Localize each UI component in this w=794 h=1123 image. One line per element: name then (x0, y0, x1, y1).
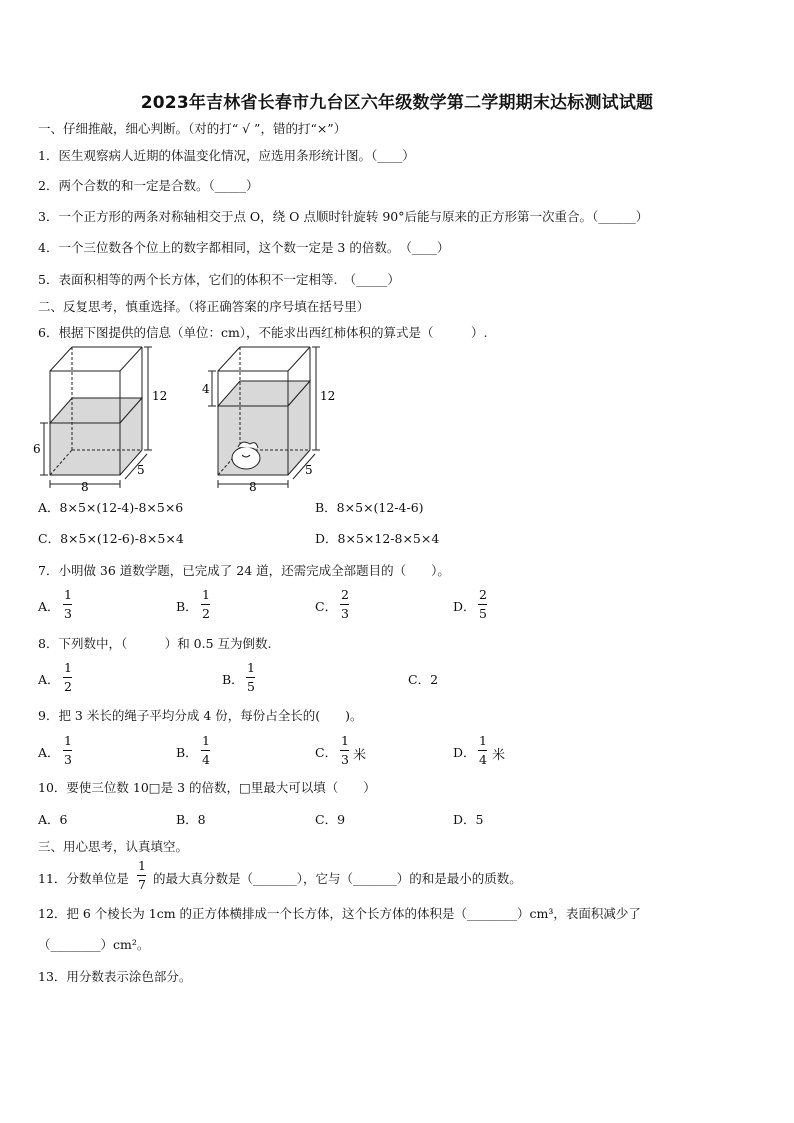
q10-option-c: C．9 (315, 812, 346, 827)
question-12-line-1: 12．把 6 个棱长为 1cm 的正方体横排成一个长方体，这个长方体的体积是（________）cm³，表面积减少了 (38, 906, 641, 921)
question-10: 10．要使三位数 10□是 3 的倍数，□里最大可以填（ ） (38, 780, 376, 795)
q9-option-c-fraction: 1 3 (341, 733, 349, 767)
q7-option-b-letter: B． (176, 599, 198, 614)
q7-option-a-fraction: 1 3 (64, 587, 72, 621)
q7-option-d-letter: D． (453, 599, 476, 614)
question-6: 6．根据下图提供的信息（单位：cm），不能求出西红柿体积的算式是（ ）. (38, 325, 488, 340)
q7-option-a-letter: A． (38, 599, 60, 614)
q8-option-a-letter: A． (38, 672, 60, 687)
right-depth-label: 5 (305, 463, 313, 477)
q9-option-b-letter: B． (176, 745, 198, 760)
q9-option-a-fraction: 1 3 (64, 733, 72, 767)
q7-option-c-fraction: 2 3 (341, 587, 349, 621)
section-3-heading: 三、用心思考，认真填空。 (38, 839, 189, 854)
question-4: 4．一个三位数各个位上的数字都相同，这个数一定是 3 的倍数。 （____） (38, 240, 450, 255)
q9-option-d-unit: 米 (492, 748, 506, 763)
q6-option-a: A．8×5×(12-4)-8×5×6 (38, 500, 184, 515)
q11-fraction: 1 7 (138, 858, 146, 892)
q7-option-c-letter: C． (315, 599, 338, 614)
left-height-label: 12 (152, 389, 168, 403)
q9-option-b-fraction: 1 4 (202, 733, 210, 767)
question-13: 13．用分数表示涂色部分。 (38, 969, 192, 984)
question-3: 3．一个正方形的两条对称轴相交于点 O，绕 O 点顺时针旋转 90°后能与原来的正方形第一次重合。（______） (38, 209, 649, 224)
right-diff-label: 4 (202, 382, 210, 396)
section-2-heading: 二、反复思考，慎重选择。（将正确答案的序号填在括号里） (38, 299, 370, 314)
question-9: 9．把 3 米长的绳子平均分成 4 份，每份占全长的( )。 (38, 708, 363, 723)
q9-option-c-unit: 米 (353, 748, 367, 763)
q8-option-a-fraction: 1 2 (64, 660, 72, 694)
q8-option-b-letter: B． (222, 672, 244, 687)
q9-option-d-fraction: 1 4 (479, 733, 487, 767)
section-1-heading: 一、仔细推敲，细心判断。（对的打“ √ ”，错的打“×”） (38, 121, 347, 136)
q10-option-a: A．6 (38, 812, 68, 827)
left-width-label: 8 (81, 480, 89, 493)
q7-option-d-fraction: 2 5 (479, 587, 487, 621)
q9-option-d-letter: D． (453, 745, 476, 760)
q7-option-b-fraction: 1 2 (202, 587, 210, 621)
question-11-suffix: 的最大真分数是（_______），它与（_______）的和是最小的质数。 (153, 871, 522, 886)
q9-option-c-letter: C． (315, 745, 338, 760)
left-depth-label: 5 (137, 463, 145, 477)
q6-option-b: B．8×5×(12-4-6) (315, 500, 424, 515)
q6-option-c: C．8×5×(12-6)-8×5×4 (38, 531, 184, 546)
left-box-diagram (40, 347, 152, 488)
q8-option-b-fraction: 1 5 (247, 660, 255, 694)
q8-option-c: C．2 (408, 672, 439, 687)
question-1: 1．医生观察病人近期的体温变化情况，应选用条形统计图。（____） (38, 148, 415, 163)
left-water-label: 6 (33, 442, 41, 456)
question-2: 2．两个合数的和一定是合数。（_____） (38, 178, 259, 193)
q10-option-d: D．5 (453, 812, 484, 827)
q10-option-b: B．8 (176, 812, 206, 827)
right-height-label: 12 (320, 389, 336, 403)
right-width-label: 8 (249, 480, 257, 493)
question-11-prefix: 11．分数单位是 (38, 871, 129, 886)
question-5: 5．表面积相等的两个长方体，它们的体积不一定相等. （_____） (38, 272, 400, 287)
page-title: 2023年吉林省长春市九台区六年级数学第二学期期末达标测试试题 (140, 93, 654, 113)
question-7: 7．小明做 36 道数学题，已完成了 24 道，还需完成全部题目的（ ）。 (38, 563, 450, 578)
q6-figure (30, 343, 360, 493)
q9-option-a-letter: A． (38, 745, 60, 760)
question-8: 8．下列数中，（ ）和 0.5 互为倒数. (38, 636, 272, 651)
question-12-line-2: （________）cm²。 (38, 937, 150, 952)
right-box-diagram (208, 347, 320, 488)
q6-option-d: D．8×5×12-8×5×4 (315, 531, 440, 546)
